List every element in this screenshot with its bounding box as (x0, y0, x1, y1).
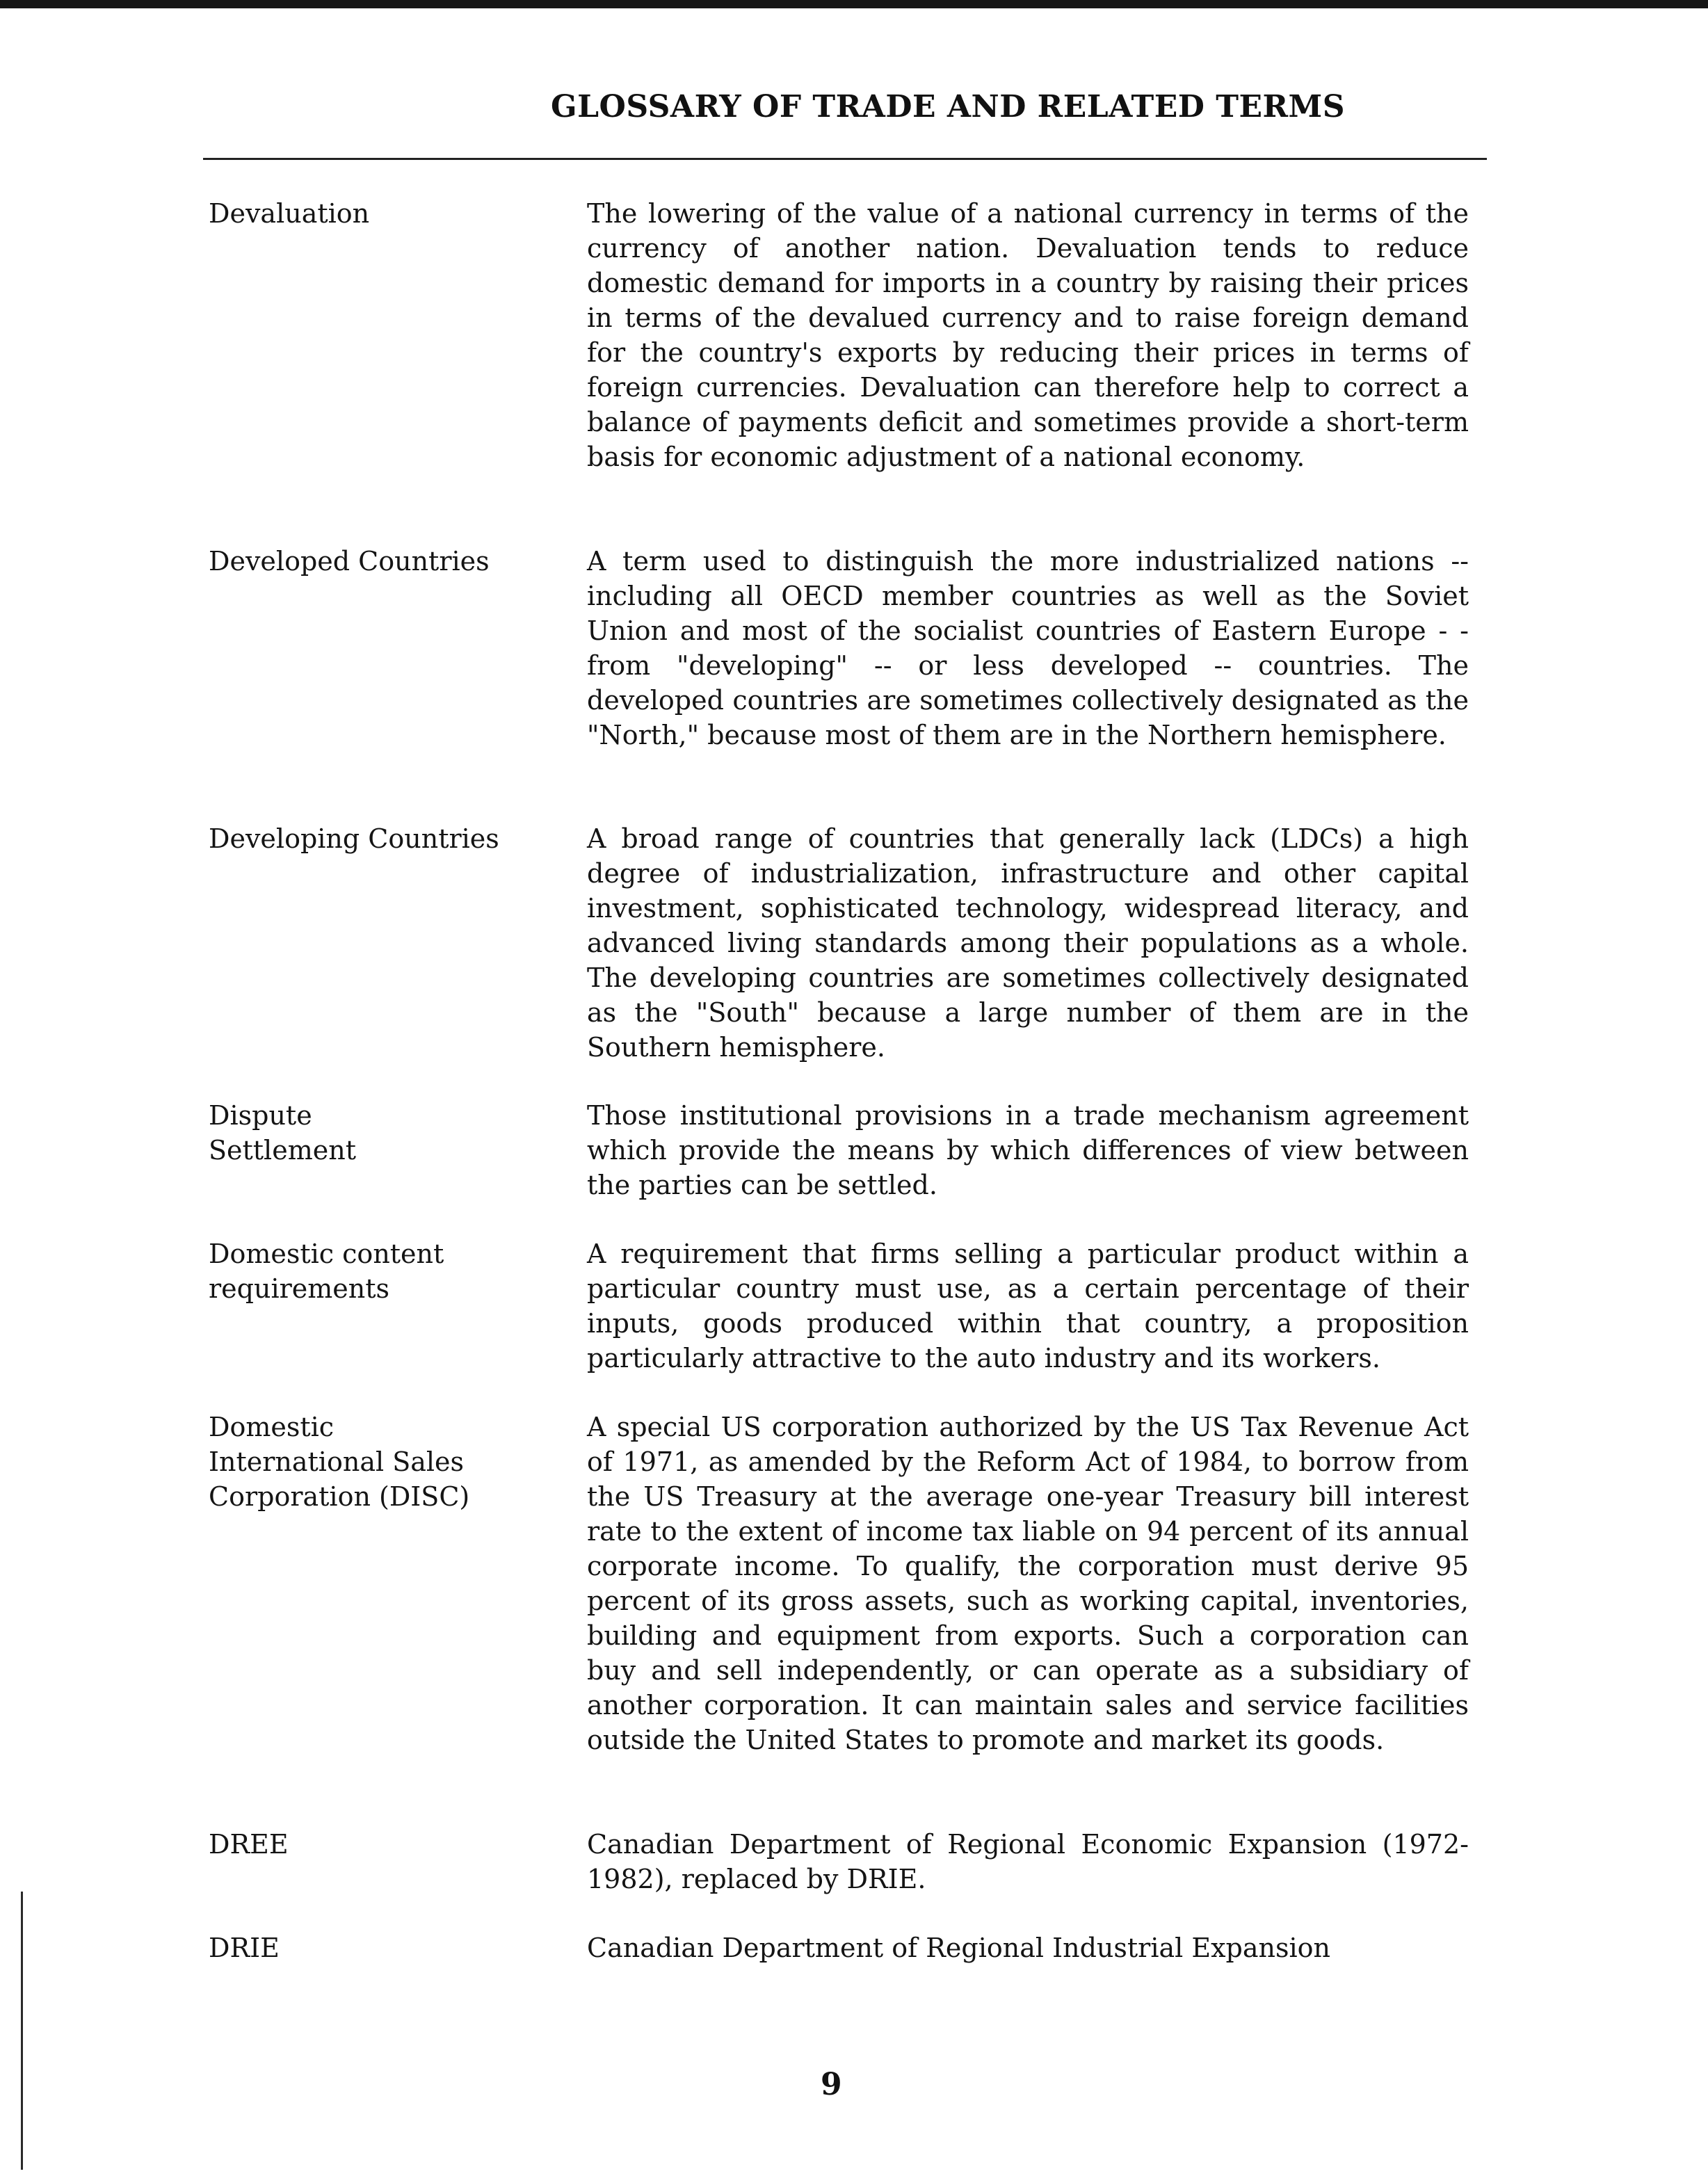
scan-top-edge (0, 0, 1708, 8)
glossary-term: Dispute Settlement (209, 1100, 356, 1166)
glossary-term: Developing Countries (209, 823, 499, 854)
scan-left-margin-mark (21, 1892, 23, 2170)
glossary-term: DREE (209, 1829, 289, 1860)
title-divider (203, 158, 1487, 160)
glossary-term: DRIE (209, 1933, 280, 1963)
glossary-term: Devaluation (209, 198, 370, 229)
glossary-definition: Canadian Department of Regional Economic Expansion (1972-1982), replaced by DRIE. (587, 1829, 1469, 1894)
glossary-definition: Canadian Department of Regional Industrial Expansion (587, 1933, 1330, 1963)
glossary-definition: The lowering of the value of a national currency in terms of the currency of another nation. Devaluation tends to reduce domestic demand for imports in a country by raising their prices in terms of the devalued currency and to raise foreign demand for the country's exports by reducing their prices in terms of foreign currencies. Devaluation can therefore help to correct a balance of payments deficit and sometimes provide a short-term basis for economic adjustment of a national economy. (587, 198, 1469, 472)
glossary-term: Developed Countries (209, 546, 490, 577)
glossary-definition: A special US corporation authorized by the US Tax Revenue Act of 1971, as amended by the Reform Act of 1984, to borrow from the US Treasury at the average one-year Treasury bill interest rate to the extent of income tax liable on 94 percent of its annual corporate income. To qualify, the corporation must derive 95 percent of its gross assets, such as working capital, inventories, building and equipment from exports. Such a corporation can buy and sell independently, or can operate as a subsidiary of another corporation. It can maintain sales and service facilities outside the United States to promote and market its goods. (587, 1412, 1469, 1755)
glossary-definition: Those institutional provisions in a trade mechanism agreement which provide the means by which differences of view between the parties can be settled. (587, 1100, 1469, 1200)
page-number: 9 (821, 2067, 842, 2102)
glossary-term: Domestic content requirements (209, 1239, 444, 1304)
glossary-term: Domestic International Sales Corporation (DISC) (209, 1412, 470, 1512)
glossary-definition: A broad range of countries that generally lack (LDCs) a high degree of industrialization, infrastructure and other capital investment, sophisticated technology, widespread literacy, and advanced living standards among their populations as a whole. The developing countries are sometimes collectively designated as the "South" because a large number of them are in the Southern hemisphere. (587, 823, 1469, 1063)
glossary-definition: A requirement that firms selling a particular product within a particular country must use, as a certain percentage of their inputs, goods produced within that country, a proposition particularly attractive to the auto industry and its workers. (587, 1239, 1469, 1373)
glossary-definition: A term used to distinguish the more industrialized nations -- including all OECD member countries as well as the Soviet Union and most of the socialist countries of Eastern Europe - - from "developing" -- or less developed -- countries. The developed countries are sometimes collectively designated as the "North," because most of them are in the Northern hemisphere. (587, 546, 1469, 750)
page-title: GLOSSARY OF TRADE AND RELATED TERMS (551, 89, 1346, 124)
